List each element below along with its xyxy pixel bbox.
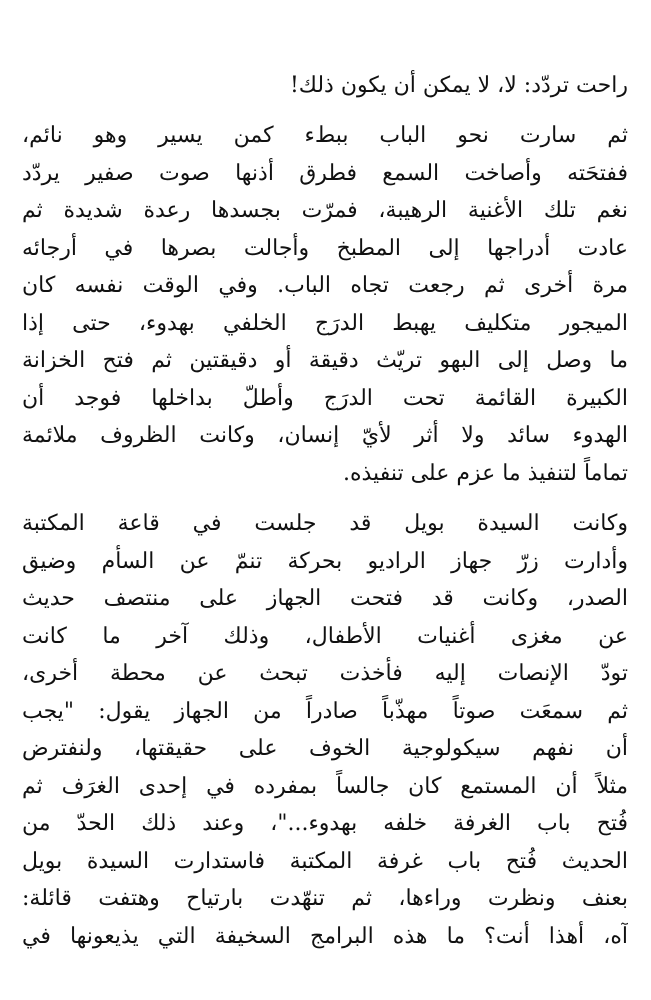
paragraph-3 [22, 505, 628, 955]
text-line: الميجور متكليف يهبط الدرَج الخلفي بهدوء، حتى إذا [22, 310, 628, 336]
text-line: تودّ الإنصات إليه فأخذت تبحث عن محطة أخرى، [22, 661, 628, 686]
text-line: وأدارت زرّ جهاز الراديو بحركة تنمّ عن السأم وضيق [22, 548, 628, 574]
text-line: أن نفهم سيكولوجية الخوف على حقيقتها، ولنفترض [22, 736, 628, 761]
text-line: ثم سارت نحو الباب ببطء كمن يسير وهو نائم، [22, 123, 628, 148]
text-line: مثلاً أن المستمع كان جالساً بمفرده في إحدى الغرَف ثم [22, 773, 628, 799]
paragraph-1 [22, 67, 628, 105]
text-line: الحديث فُتح باب غرفة المكتبة فاستدارت السيدة بويل [22, 848, 628, 874]
text-line: عادت أدراجها إلى المطبخ وأجالت بصرها في أرجائه [22, 235, 628, 261]
text-line: بعنف ونظرت وراءها، ثم تنهّدت بارتياح وهتفت قائلة: [22, 886, 628, 911]
text-line: الكبيرة القائمة تحت الدرَج وأطلّ بداخلها فوجد أن [22, 385, 628, 411]
text-line: وكانت السيدة بويل قد جلست في قاعة المكتبة [22, 511, 628, 536]
paragraph-2 [22, 117, 628, 492]
text-line: فُتح باب الغرفة خلفه بهدوء..."، وعند ذلك الحدّ من [22, 811, 628, 836]
text-line: الهدوء سائد ولا أثر لأيّ إنسان، وكانت الظروف ملائمة [22, 423, 628, 448]
text-line: ففتحَته وأصاخت السمع فطرق أذنها صوت صفير يردّد [22, 160, 628, 186]
text-line: ما وصل إلى البهو تريّث دقيقة أو دقيقتين ثم فتح الخزانة [22, 348, 628, 373]
text-line: مرة أخرى ثم رجعت تجاه الباب. وفي الوقت نفسه كان [22, 273, 628, 298]
text-line: الصدر، وكانت قد فتحت الجهاز على منتصف حديث [22, 586, 628, 611]
text-line: ثم سمعَت صوتاً مهذّباً صادراً من الجهاز يقول: "يجب [22, 698, 628, 724]
text-line: آه، أهذا أنت؟ ما هذه البرامج السخيفة التي يذيعونها في [22, 923, 628, 949]
text-line: تماماً لتنفيذ ما عزم على تنفيذه. [342, 460, 628, 486]
text-line: عن مغزى أغنيات الأطفال، وذلك آخر ما كانت [22, 623, 628, 649]
text-line: راحت تردّد: لا، لا يمكن أن يكون ذلك! [289, 73, 628, 98]
text-line: نغم تلك الأغنية الرهيبة، فمرّت بجسدها رعدة شديدة ثم [22, 198, 628, 223]
